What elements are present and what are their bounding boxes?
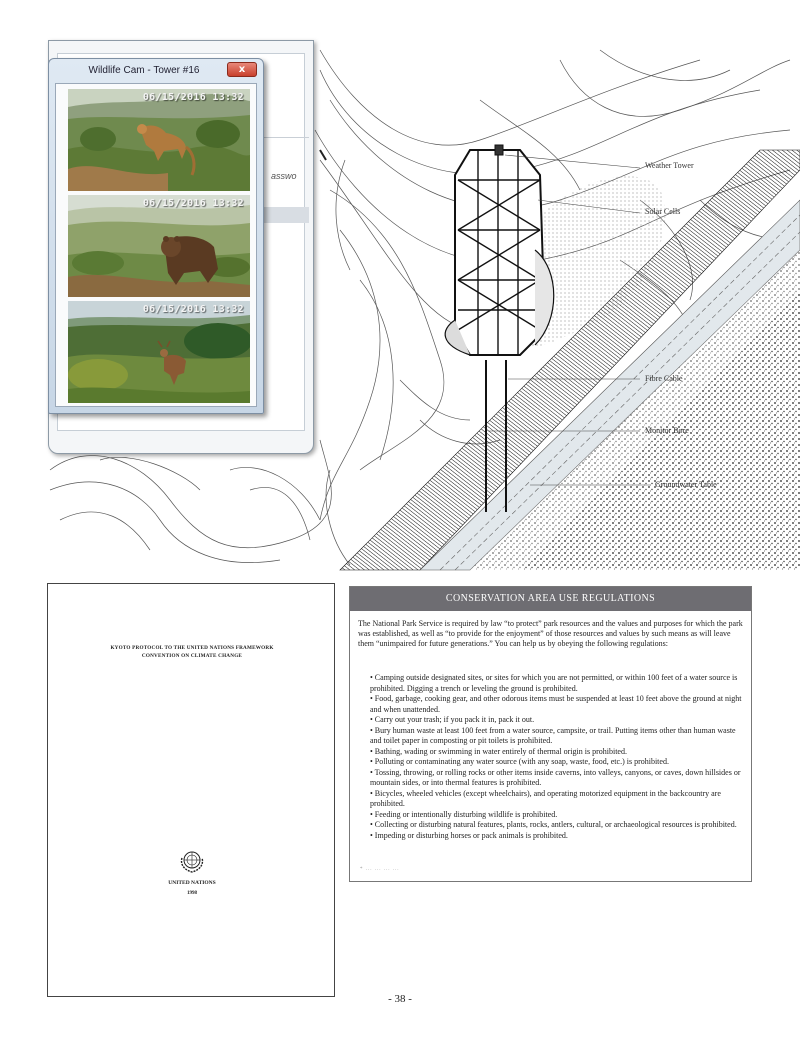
regulations-header: CONSERVATION AREA USE REGULATIONS: [350, 587, 751, 611]
regulation-item: • Bicycles, wheeled vehicles (except wheelchairs), and operating motorized equipment in the backcountry are prohibited.: [370, 788, 721, 808]
camera-frame-deer[interactable]: [68, 301, 250, 403]
regulation-item: • Food, garbage, cooking gear, and other odorous items must be suspended at least 10 feet above the ground at night and when unattended.: [370, 694, 742, 714]
regulations-list: [370, 673, 744, 841]
regulation-item: • Carry out your trash; if you pack it in, pack it out.: [370, 715, 535, 724]
kyoto-protocol-cover: [47, 583, 335, 997]
wildlife-cam-window[interactable]: [48, 58, 264, 414]
title-line-2: CONVENTION ON CLIMATE CHANGE: [141, 653, 243, 659]
bear-photo: [68, 195, 250, 297]
camera-frame-cougar[interactable]: [68, 89, 250, 191]
regulation-item: • Collecting or disturbing natural features, plants, rocks, antlers, cultural, or archaeological resources is prohibited.: [370, 820, 737, 829]
document-title: [78, 644, 306, 660]
cougar-photo: [68, 89, 250, 191]
frame-timestamp: 06/15/2016 13:32: [142, 198, 244, 209]
regulation-item: • Tossing, throwing, or rolling rocks or other items inside caverns, into valleys, canyons, or caves, down hillsides or mountain sides, or into thermal features is prohibited.: [370, 767, 741, 787]
label-weather-tower: Weather Tower: [645, 161, 694, 170]
un-emblem-icon: [178, 848, 206, 874]
regulation-item: • Camping outside designated sites, or sites for which you are not permitted, or within 100 feet of a water source is prohibited. Digging a trench or leveling the ground is prohibited.: [370, 673, 738, 693]
window-title: Wildlife Cam - Tower #16: [88, 65, 200, 76]
close-icon: x: [238, 64, 246, 75]
regulation-item: • Bathing, wading or swimming in water entirely of thermal origin is prohibited.: [370, 746, 627, 756]
label-solar-cells: Solar Cells: [645, 207, 681, 216]
publication-year: 1998: [187, 891, 197, 896]
regulations-panel: [349, 586, 752, 882]
label-fibre-cable: Fibre Cable: [645, 374, 683, 383]
regulation-item: • Feeding or intentionally disturbing wildlife is prohibited.: [370, 809, 558, 819]
camera-frame-bear[interactable]: [68, 195, 250, 297]
password-label: asswo: [271, 171, 297, 181]
deer-photo: [68, 301, 250, 403]
regulation-item: • Polluting or contaminating any water source (with any soap, waste, food, etc.) is prohibited.: [370, 757, 669, 766]
regulations-footnote: * ... ... ... ...: [360, 867, 400, 872]
label-monitor-bore: Monitor Bore: [645, 426, 689, 435]
label-groundwater-table: Groundwater Table: [655, 480, 717, 489]
regulation-item: • Bury human waste at least 100 feet from a water source, campsite, or trail. Putting items other than human waste and toilet paper in composting or pit toilets is prohibited.: [370, 725, 736, 745]
page-number: - 38 -: [388, 993, 412, 1005]
input-bar[interactable]: [263, 207, 309, 223]
divider: [263, 137, 309, 138]
regulation-item: • Impeding or disturbing horses or pack animals is prohibited.: [370, 830, 568, 840]
frame-timestamp: 06/15/2016 13:32: [142, 304, 244, 315]
title-line-1: KYOTO PROTOCOL TO THE UNITED NATIONS FRAMEWORK: [110, 645, 274, 651]
window-body: [55, 83, 257, 407]
organization-name: UNITED NATIONS: [168, 880, 216, 886]
close-button[interactable]: [227, 62, 257, 77]
frame-timestamp: 06/15/2016 13:32: [142, 92, 244, 103]
regulations-intro: The National Park Service is required by law “to protect” park resources and the values and purposes for which the park was established, as well as “to provide for the enjoyment” of those resources and values by such means as will leave them “unimpaired for future generations.” You can help us by obeying the following regulations:: [358, 619, 743, 648]
